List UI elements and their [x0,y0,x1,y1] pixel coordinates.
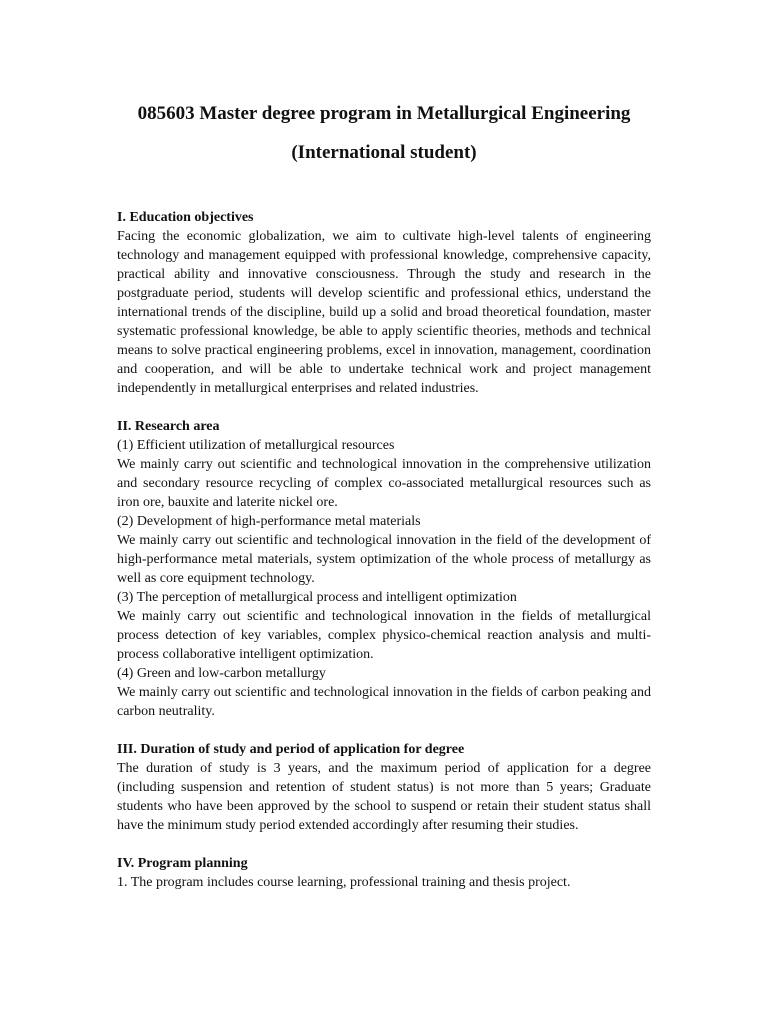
section-program-planning [117,854,651,892]
research-item-title: (2) Development of high-performance metal materials [117,514,421,529]
paragraph: 1. The program includes course learning, professional training and thesis project. [117,875,571,890]
research-item-title: (4) Green and low-carbon metallurgy [117,666,326,681]
paragraph: The duration of study is 3 years, and the maximum period of application for a degree (including suspension and retention of student status) is not more than 5 years; Graduate students who have been approved by the school to suspend or retain their student status shall have the minimum study period extended accordingly after resuming their studies. [117,761,651,833]
document-page [117,100,651,892]
section-education-objectives [117,208,651,398]
research-item-body: We mainly carry out scientific and technological innovation in the field of the development of high-performance metal materials, system optimization of the whole process of metallurgy as well as core equipment technology. [117,533,651,586]
research-item-title: (1) Efficient utilization of metallurgical resources [117,438,395,453]
research-item-body: We mainly carry out scientific and technological innovation in the fields of carbon peaking and carbon neutrality. [117,685,651,719]
research-item-title: (3) The perception of metallurgical process and intelligent optimization [117,590,517,605]
document-title: 085603 Master degree program in Metallurgical Engineering [137,103,631,124]
section-heading: II. Research area [117,419,220,434]
section-research-area [117,417,651,721]
research-item-body: We mainly carry out scientific and technological innovation in the fields of metallurgical process detection of key variables, complex physico-chemical reaction analysis and multi-process collaborative intelligent optimization. [117,609,651,662]
research-item-body: We mainly carry out scientific and technological innovation in the comprehensive utilization and secondary resource recycling of complex co-associated metallurgical resources such as iron ore, bauxite and laterite nickel ore. [117,457,651,510]
section-heading: IV. Program planning [117,856,248,871]
paragraph: Facing the economic globalization, we aim to cultivate high-level talents of engineering technology and management equipped with professional knowledge, comprehensive capacity, practical ability and innovative consciousness. Through the study and research in the postgraduate period, students will develop scientific and professional ethics, understand the international trends of the discipline, build up a solid and broad theoretical foundation, master systematic professional knowledge, be able to apply scientific theories, methods and technical means to solve practical engineering problems, excel in innovation, management, coordination and cooperation, and will be able to undertake technical work and project management independently in metallurgical enterprises and related industries. [117,229,651,396]
document-subtitle: (International student) [291,142,477,163]
section-duration-of-study [117,740,651,835]
section-heading: III. Duration of study and period of application for degree [117,742,465,757]
section-heading: I. Education objectives [117,210,254,225]
